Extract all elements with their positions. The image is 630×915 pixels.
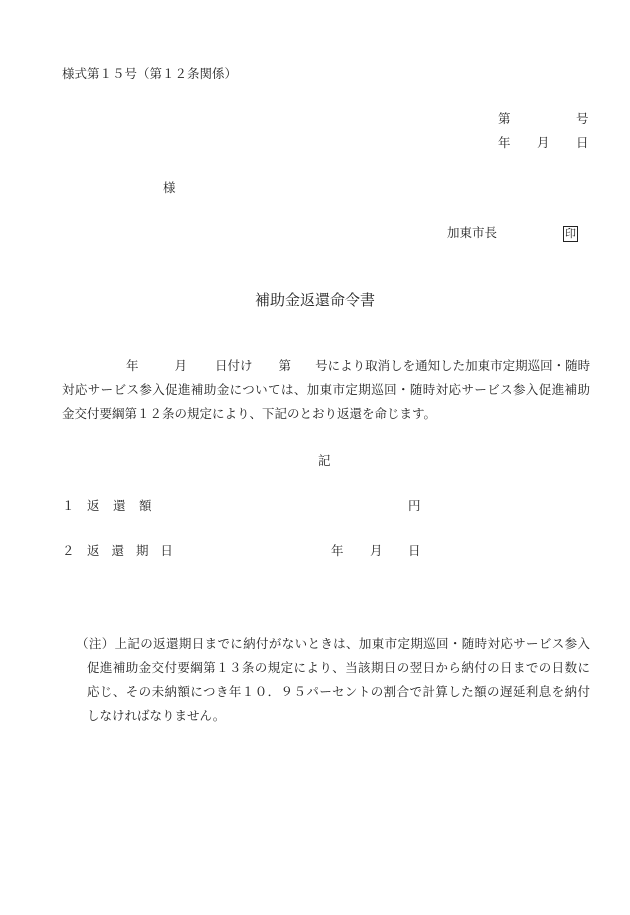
item-due-day: 日 (408, 543, 421, 558)
doc-number-gou: 号 (576, 111, 589, 126)
item-due-num: ２ (62, 543, 75, 558)
date-day: 日 (576, 135, 589, 150)
body-year: 年 (126, 358, 139, 373)
item-due-year: 年 (331, 543, 344, 558)
ki-label: 記 (318, 453, 331, 468)
addressee-suffix: 様 (163, 180, 176, 195)
date-month: 月 (537, 135, 550, 150)
item-amount-num: １ (62, 498, 75, 513)
sender-title: 加東市長 (447, 225, 498, 240)
doc-number-dai: 第 (498, 111, 511, 126)
note-line-2: 促進補助金交付要綱第１３条の規定により、当該期日の翌日から納付の日までの日数に (87, 660, 590, 675)
date-year: 年 (498, 135, 511, 150)
body-dated: 日付け (215, 358, 253, 373)
body-line-2: 対応サービス参入促進補助金については、加東市定期巡回・随時対応サービス参入促進補助 (62, 382, 590, 397)
item-due-label: 返 還 期 日 (87, 543, 177, 558)
body-line-1 (62, 354, 590, 378)
body-month: 月 (174, 358, 188, 373)
item-due-month: 月 (370, 543, 383, 558)
body-paragraph (62, 354, 590, 426)
body-line-3: 金交付要綱第１２条の規定により、下記のとおり返還を命じます。 (62, 406, 437, 421)
note-line-1: （注）上記の返還期日までに納付がないときは、加東市定期巡回・随時対応サービス参入 (76, 636, 590, 651)
note-line-3: 応じ、その未納額につき年１０．９５パーセントの割合で計算した額の遅延利息を納付 (87, 684, 590, 699)
form-number: 様式第１５号（第１２条関係） (62, 66, 238, 81)
seal-stamp: 印 (565, 227, 576, 240)
item-amount-unit: 円 (408, 498, 421, 513)
note-paragraph (76, 632, 590, 728)
document-title: 補助金返還命令書 (254, 291, 375, 309)
body-rest: 号により取消しを通知した加東市定期巡回・随時 (315, 358, 591, 373)
item-amount-label: 返 還 額 (87, 498, 153, 513)
body-dai: 第 (278, 358, 292, 373)
note-line-4: しなければなりません。 (87, 708, 226, 723)
